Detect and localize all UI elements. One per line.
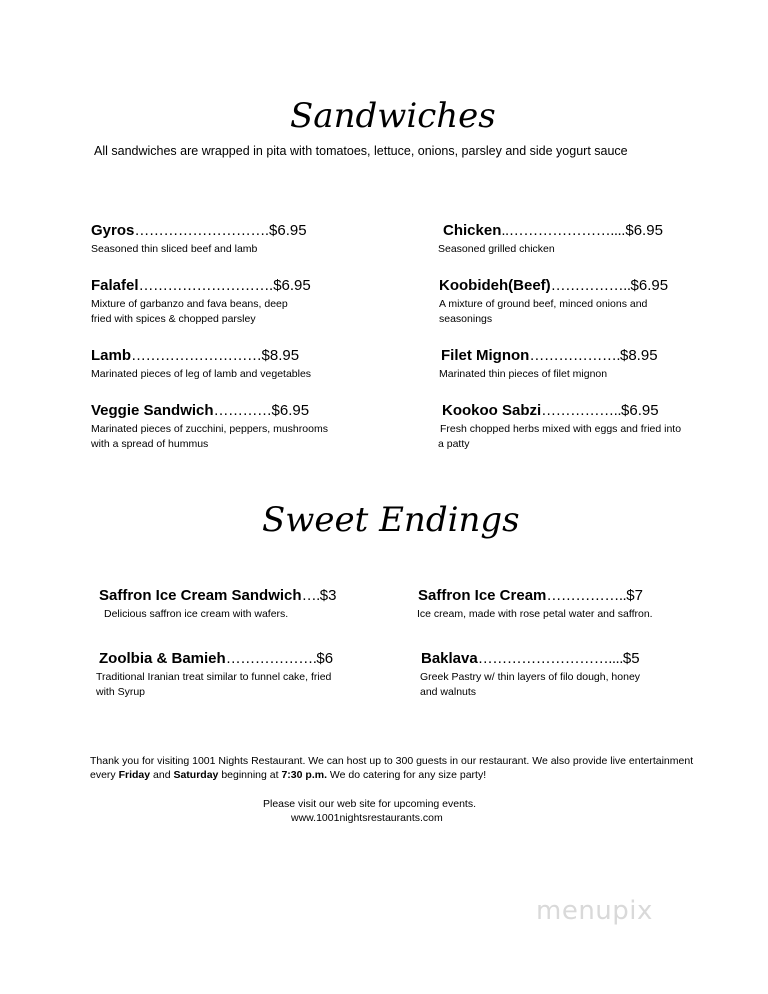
menu-item-kookoo-sabzi: [438, 402, 687, 452]
item-leader: ……………..: [546, 587, 627, 604]
menu-item-saffron-ice-cream: [418, 587, 718, 622]
item-leader: ………………………: [138, 277, 270, 294]
item-price: $8.95: [261, 347, 300, 364]
item-leader: ……………..: [550, 277, 631, 294]
item-description: Marinated pieces of zucchini, peppers, mushrooms with a spread of hummus: [91, 423, 328, 450]
item-name: Lamb: [91, 347, 132, 364]
item-price: .$6.95: [264, 222, 307, 239]
item-price: $6.95: [271, 402, 310, 419]
item-leader: ……………….: [529, 347, 620, 364]
visit-text: Please visit our web site for upcoming events.: [263, 798, 477, 810]
menu-item-falafel: [91, 277, 311, 327]
item-description: Marinated pieces of leg of lamb and vegetables: [91, 368, 312, 380]
item-description: Fresh chopped herbs mixed with eggs and fried into a patty: [438, 423, 682, 450]
item-leader: ……………….: [225, 650, 317, 667]
item-leader: ……………..: [541, 402, 622, 419]
item-name: Saffron Ice Cream Sandwich: [99, 587, 302, 604]
item-leader: ………………………....: [477, 650, 623, 667]
item-leader: ………………………: [134, 222, 265, 239]
menu-item-veggie-sandwich: [91, 402, 331, 452]
item-price: $8.95: [620, 347, 658, 364]
sweet-endings-heading: Sweet Endings: [262, 500, 520, 540]
item-description: Traditional Iranian treat similar to funnel cake, fried with Syrup: [96, 671, 332, 698]
item-leader: …………: [213, 402, 272, 419]
item-name: Chicken: [443, 222, 502, 239]
item-leader: ………………………: [131, 347, 262, 364]
menu-item-lamb: [91, 347, 391, 382]
item-description: Seasoned grilled chicken: [438, 243, 555, 255]
item-description: Seasoned thin sliced beef and lamb: [91, 243, 258, 255]
beginning-text: beginning at: [218, 769, 282, 781]
and-text: and: [150, 769, 174, 781]
item-name: Zoolbia & Bamieh: [99, 650, 226, 667]
item-name: Koobideh(Beef): [439, 277, 551, 294]
item-description: Greek Pastry w/ thin layers of filo dough, honey and walnuts: [420, 671, 641, 698]
item-name: Saffron Ice Cream: [418, 587, 547, 604]
item-name: Veggie Sandwich: [91, 402, 214, 419]
show-time: 7:30 p.m.: [281, 769, 327, 781]
item-name: Baklava: [421, 650, 478, 667]
sandwiches-note: All sandwiches are wrapped in pita with tomatoes, lettuce, onions, parsley and side yogurt sauce: [94, 144, 628, 158]
item-name: Filet Mignon: [441, 347, 530, 364]
catering-text: We do catering for any size party!: [327, 769, 487, 781]
menupix-watermark: menupix: [536, 896, 653, 926]
sandwiches-heading: Sandwiches: [290, 96, 496, 136]
item-description: A mixture of ground beef, minced onions and seasonings: [439, 298, 648, 325]
item-description: Ice cream, made with rose petal water and saffron.: [417, 608, 653, 620]
menu-item-filet-mignon: [441, 347, 701, 382]
menu-item-saffron-ice-cream-sandwich: [99, 587, 399, 622]
item-name: Gyros: [91, 222, 135, 239]
menu-item-chicken: [438, 222, 703, 257]
item-name: Falafel: [91, 277, 139, 294]
thank-you-note: [90, 754, 700, 782]
item-description: Mixture of garbanzo and fava beans, deep fried with spices & chopped parsley: [91, 298, 288, 325]
item-price: $6.95: [630, 277, 669, 294]
item-price: $6.95: [621, 402, 659, 419]
item-name: Kookoo Sabzi: [442, 402, 542, 419]
item-price: .$6.95: [621, 222, 663, 239]
item-price: $5: [622, 650, 640, 667]
item-price: $7: [626, 587, 643, 604]
item-leader: ….: [301, 587, 320, 604]
item-price: .$6.95: [269, 277, 311, 294]
menu-item-zoolbia-bamieh: [96, 650, 349, 700]
menu-item-gyros: [91, 222, 391, 257]
website-url: www.1001nightsrestaurants.com: [291, 812, 443, 824]
menu-item-koobideh: [439, 277, 669, 327]
item-leader: ..…………………...: [501, 222, 622, 239]
item-description: Delicious saffron ice cream with wafers.: [104, 608, 289, 620]
menu-item-baklava: [421, 650, 656, 700]
website-note: [263, 797, 563, 825]
thank-you-text: Thank you for visiting 1001 Nights Restaurant. We can host up to 300 guests in our restaurant. We also provide live entertainment every: [90, 755, 694, 781]
friday-label: Friday: [118, 769, 151, 781]
saturday-label: Saturday: [173, 769, 219, 781]
item-description: Marinated thin pieces of filet mignon: [439, 368, 608, 380]
item-price: $3: [319, 587, 337, 604]
item-price: $6: [316, 650, 334, 667]
